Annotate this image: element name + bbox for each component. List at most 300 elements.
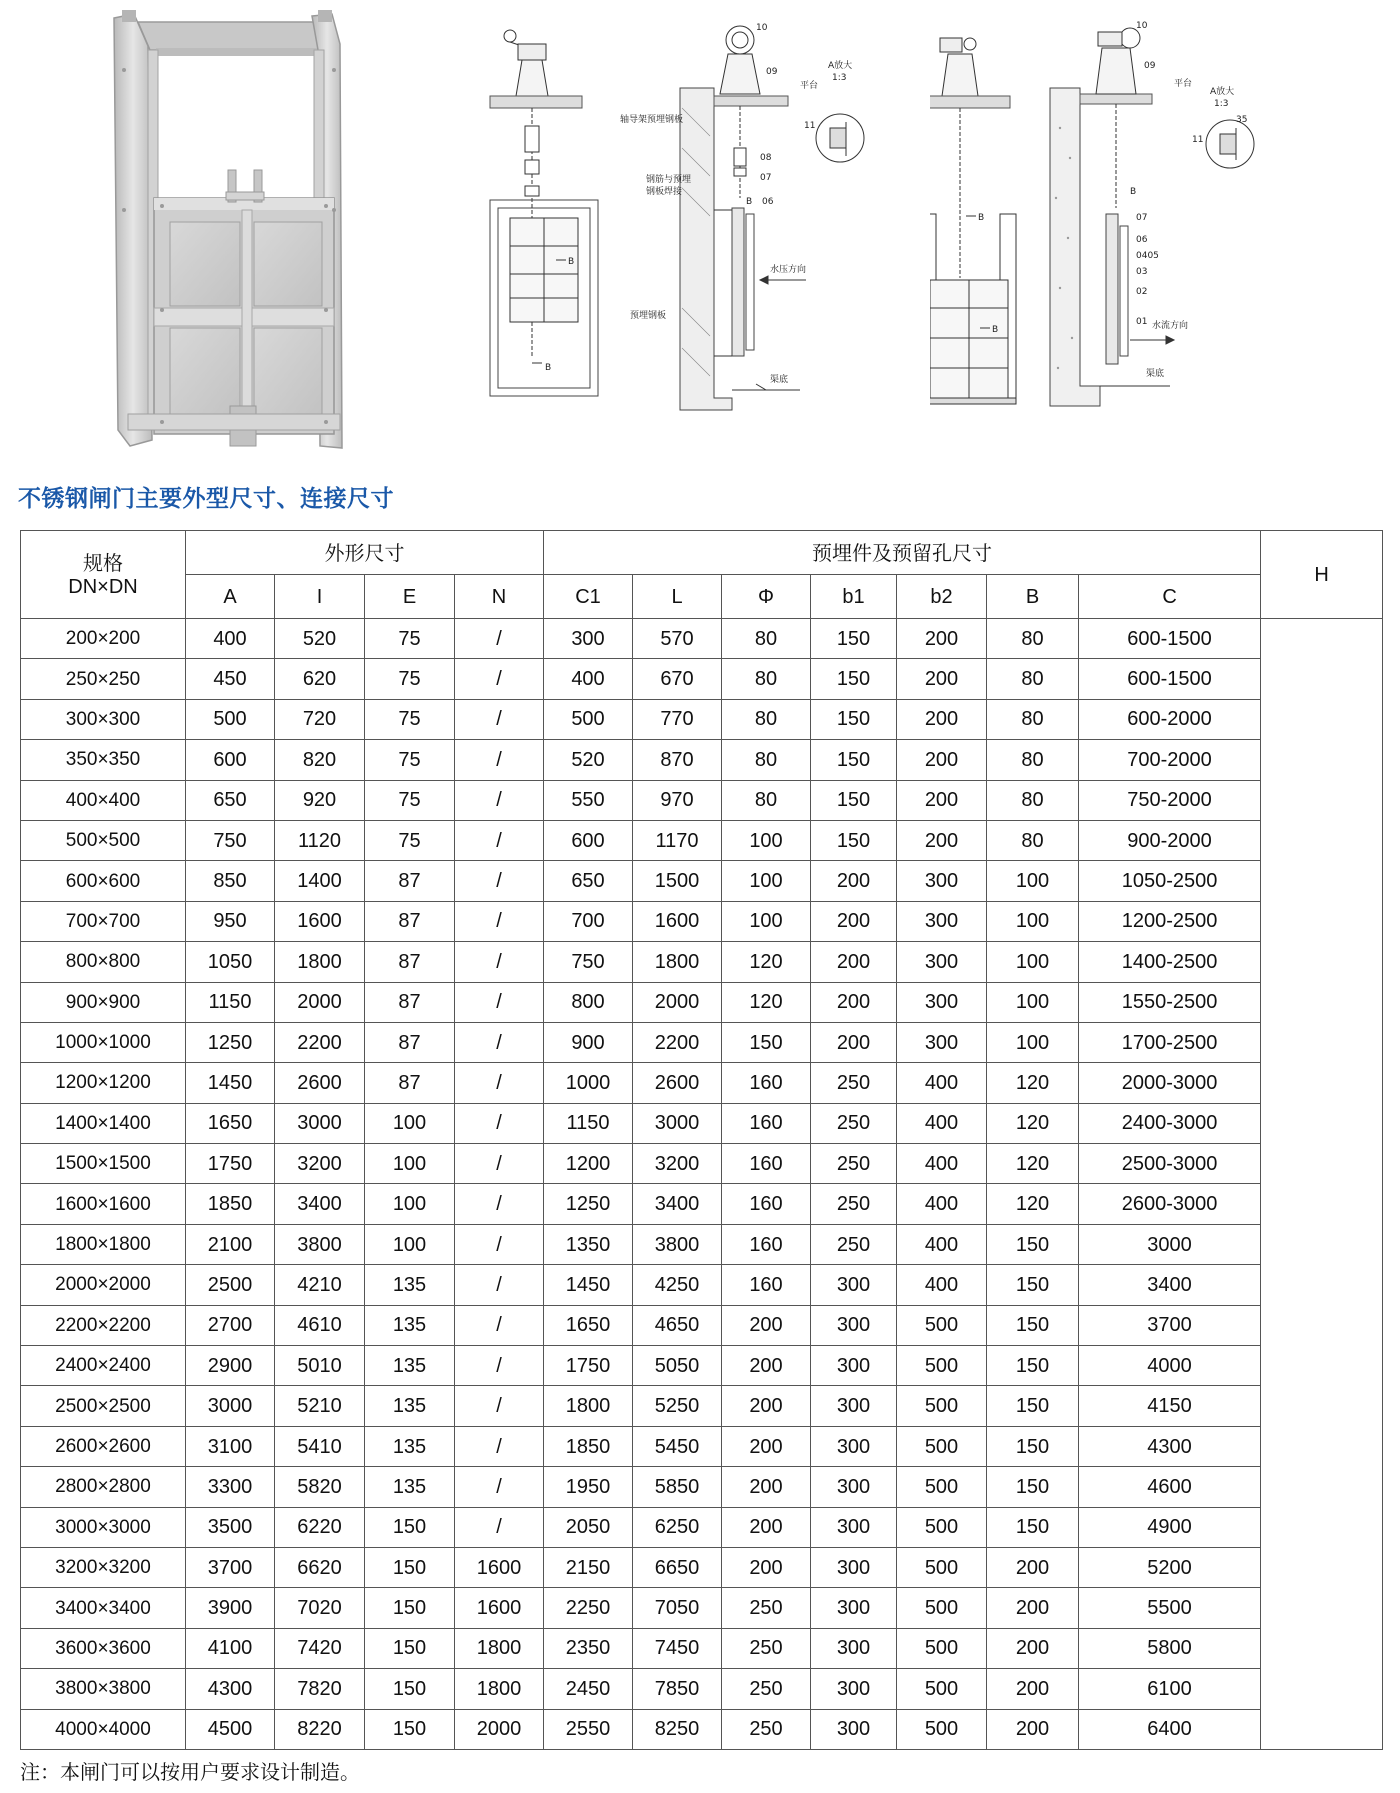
table-cell: 520 <box>544 740 633 780</box>
table-cell: 150 <box>365 1709 455 1749</box>
label-01: 01 <box>1136 317 1148 327</box>
table-cell: 1150 <box>544 1103 633 1143</box>
table-cell: 100 <box>365 1103 455 1143</box>
table-row <box>21 1547 1383 1587</box>
table-cell: 1000 <box>544 1063 633 1103</box>
table-cell: 3000 <box>275 1103 365 1143</box>
table-cell: 150 <box>811 699 897 739</box>
table-cell: 200 <box>811 1022 897 1062</box>
label-channel-bottom: 渠底 <box>1146 369 1165 379</box>
table-cell: 200 <box>722 1305 811 1345</box>
table-cell: 100 <box>365 1224 455 1264</box>
table-cell: 6100 <box>1079 1669 1261 1709</box>
table-cell: 1450 <box>544 1265 633 1305</box>
table-row <box>21 1426 1383 1466</box>
table-cell: 500 <box>544 699 633 739</box>
table-cell: 3900 <box>186 1588 275 1628</box>
table-cell: 1150 <box>186 982 275 1022</box>
table-cell: 750-2000 <box>1079 780 1261 820</box>
label-detail-a: A放大 <box>828 61 853 71</box>
table-cell: 250 <box>811 1103 897 1143</box>
table-cell: 970 <box>633 780 722 820</box>
table-cell: 500 <box>186 699 275 739</box>
table-cell: 2600 <box>633 1063 722 1103</box>
table-cell: 250 <box>811 1224 897 1264</box>
table-cell: 1250 <box>544 1184 633 1224</box>
table-cell: 7850 <box>633 1669 722 1709</box>
table-cell: 100 <box>365 1184 455 1224</box>
table-row <box>21 1346 1383 1386</box>
spec-table <box>20 530 1383 1750</box>
table-cell: 1800 <box>544 1386 633 1426</box>
table-cell: 1250 <box>186 1022 275 1062</box>
table-cell: 87 <box>365 982 455 1022</box>
table-cell: 6220 <box>275 1507 365 1547</box>
table-cell: 87 <box>365 1022 455 1062</box>
table-cell: 550 <box>544 780 633 820</box>
table-cell: 150 <box>811 619 897 659</box>
column-header: N <box>455 575 544 619</box>
table-cell: / <box>455 659 544 699</box>
table-cell: 1800 <box>633 942 722 982</box>
table-cell: 500 <box>897 1669 987 1709</box>
label-06: 06 <box>1136 235 1148 245</box>
table-row <box>21 1669 1383 1709</box>
label-06: 06 <box>762 197 774 207</box>
table-cell: 120 <box>987 1063 1079 1103</box>
table-cell: 200 <box>897 659 987 699</box>
table-cell: 750 <box>544 942 633 982</box>
table-cell: 5410 <box>275 1426 365 1466</box>
table-cell: 300 <box>811 1265 897 1305</box>
spec-size-cell: 1200×1200 <box>21 1063 186 1103</box>
table-cell: / <box>455 619 544 659</box>
table-cell: 150 <box>987 1467 1079 1507</box>
column-header: I <box>275 575 365 619</box>
table-row <box>21 619 1383 659</box>
table-cell: 1850 <box>186 1184 275 1224</box>
table-cell: 600-2000 <box>1079 699 1261 739</box>
table-cell: 2900 <box>186 1346 275 1386</box>
table-cell: 150 <box>365 1628 455 1668</box>
table-cell: 5850 <box>633 1467 722 1507</box>
table-cell: / <box>455 1426 544 1466</box>
table-cell: 200 <box>987 1547 1079 1587</box>
table-cell: 500 <box>897 1507 987 1547</box>
table-cell: 250 <box>722 1709 811 1749</box>
spec-size-cell: 4000×4000 <box>21 1709 186 1749</box>
footnote: 注：本闸门可以按用户要求设计制造。 <box>20 1760 360 1784</box>
table-cell: 4000 <box>1079 1346 1261 1386</box>
table-row <box>21 699 1383 739</box>
spec-size-cell: 2000×2000 <box>21 1265 186 1305</box>
table-cell: 870 <box>633 740 722 780</box>
table-cell: 3800 <box>633 1224 722 1264</box>
table-row <box>21 942 1383 982</box>
table-cell: 5250 <box>633 1386 722 1426</box>
label-scale: 1:3 <box>1214 99 1229 109</box>
table-cell: 1400-2500 <box>1079 942 1261 982</box>
table-cell: 135 <box>365 1305 455 1345</box>
table-cell: 6650 <box>633 1547 722 1587</box>
table-cell: 1450 <box>186 1063 275 1103</box>
table-cell: 1550-2500 <box>1079 982 1261 1022</box>
table-cell: 5210 <box>275 1386 365 1426</box>
spec-size-cell: 1600×1600 <box>21 1184 186 1224</box>
table-cell: 7050 <box>633 1588 722 1628</box>
label-b-front: B <box>978 213 985 223</box>
table-cell: 150 <box>365 1507 455 1547</box>
table-cell: 80 <box>987 740 1079 780</box>
column-header: A <box>186 575 275 619</box>
table-row <box>21 1386 1383 1426</box>
table-cell: 5820 <box>275 1467 365 1507</box>
table-row <box>21 1507 1383 1547</box>
table-cell: / <box>455 1507 544 1547</box>
spec-size-cell: 1800×1800 <box>21 1224 186 1264</box>
header-group-embed: 预埋件及预留孔尺寸 <box>544 531 1261 575</box>
table-cell: 3100 <box>186 1426 275 1466</box>
table-cell: / <box>455 740 544 780</box>
table-cell: 200 <box>811 861 897 901</box>
label-10: 10 <box>1136 21 1148 31</box>
table-cell: 600 <box>544 820 633 860</box>
table-row <box>21 1184 1383 1224</box>
table-cell: 7020 <box>275 1588 365 1628</box>
table-cell: 3200 <box>633 1144 722 1184</box>
table-cell: 135 <box>365 1426 455 1466</box>
label-07: 07 <box>760 173 772 183</box>
table-cell: 500 <box>897 1628 987 1668</box>
table-cell: 200 <box>722 1426 811 1466</box>
table-cell: 250 <box>722 1669 811 1709</box>
table-cell: 800 <box>544 982 633 1022</box>
table-cell: 80 <box>987 659 1079 699</box>
table-cell: 200 <box>987 1628 1079 1668</box>
table-cell: 200 <box>987 1588 1079 1628</box>
table-cell: 1200 <box>544 1144 633 1184</box>
table-cell: 400 <box>897 1103 987 1143</box>
table-cell: 400 <box>897 1224 987 1264</box>
table-cell: 200 <box>811 942 897 982</box>
spec-table-body <box>21 619 1383 1750</box>
table-cell: 3400 <box>633 1184 722 1224</box>
table-cell: 670 <box>633 659 722 699</box>
table-cell: 80 <box>722 659 811 699</box>
table-cell: 200 <box>722 1467 811 1507</box>
table-cell: 2100 <box>186 1224 275 1264</box>
table-cell: 200 <box>987 1669 1079 1709</box>
spec-size-cell: 2400×2400 <box>21 1346 186 1386</box>
table-cell: 1600 <box>275 901 365 941</box>
table-cell: 150 <box>987 1346 1079 1386</box>
table-cell: 8220 <box>275 1709 365 1749</box>
label-b-bottom: B <box>545 363 552 373</box>
table-cell: 120 <box>722 942 811 982</box>
table-cell: 500 <box>897 1305 987 1345</box>
table-cell: 4100 <box>186 1628 275 1668</box>
label-03: 03 <box>1136 267 1148 277</box>
table-cell: 160 <box>722 1265 811 1305</box>
table-cell: 300 <box>811 1628 897 1668</box>
table-cell: 120 <box>987 1184 1079 1224</box>
table-cell: 700 <box>544 901 633 941</box>
table-cell: 1600 <box>633 901 722 941</box>
table-cell: 200 <box>897 699 987 739</box>
table-row <box>21 1022 1383 1062</box>
table-cell: 770 <box>633 699 722 739</box>
table-cell: 80 <box>722 699 811 739</box>
table-cell: 500 <box>897 1386 987 1426</box>
table-cell: 2200 <box>633 1022 722 1062</box>
table-cell: 3000 <box>633 1103 722 1143</box>
table-row <box>21 1628 1383 1668</box>
table-cell: 650 <box>544 861 633 901</box>
spec-size-cell: 1500×1500 <box>21 1144 186 1184</box>
table-cell: / <box>455 901 544 941</box>
column-header: b1 <box>811 575 897 619</box>
table-cell: 80 <box>722 619 811 659</box>
table-cell: 1600 <box>455 1547 544 1587</box>
spec-size-cell: 1000×1000 <box>21 1022 186 1062</box>
table-cell: 160 <box>722 1184 811 1224</box>
table-cell: 200 <box>811 982 897 1022</box>
table-cell: 4300 <box>1079 1426 1261 1466</box>
table-cell: 1170 <box>633 820 722 860</box>
table-cell: 87 <box>365 861 455 901</box>
table-cell: / <box>455 1103 544 1143</box>
label-flow: 水流方向 <box>1152 321 1189 331</box>
header-h: H <box>1261 531 1383 619</box>
table-cell: 1400 <box>275 861 365 901</box>
table-cell: 250 <box>811 1184 897 1224</box>
table-cell: 400 <box>186 619 275 659</box>
table-cell: 300 <box>897 901 987 941</box>
table-row <box>21 1265 1383 1305</box>
label-07: 07 <box>1136 213 1148 223</box>
label-weld-2: 钢板焊接 <box>646 187 683 197</box>
table-cell: 5200 <box>1079 1547 1261 1587</box>
table-cell: 150 <box>987 1305 1079 1345</box>
table-cell: 2400-3000 <box>1079 1103 1261 1143</box>
column-header-row <box>21 575 1383 619</box>
label-pressure: 水压方向 <box>770 265 807 275</box>
gate-photo <box>108 10 428 450</box>
table-row <box>21 901 1383 941</box>
table-cell: / <box>455 1224 544 1264</box>
table-row <box>21 1588 1383 1628</box>
spec-size-cell: 3400×3400 <box>21 1588 186 1628</box>
table-cell: / <box>455 1144 544 1184</box>
table-cell: 500 <box>897 1588 987 1628</box>
table-cell: 2000 <box>455 1709 544 1749</box>
h-value-cell <box>1261 619 1383 1750</box>
table-cell: 300 <box>811 1467 897 1507</box>
table-cell: 500 <box>897 1467 987 1507</box>
table-cell: 80 <box>722 780 811 820</box>
table-cell: 600-1500 <box>1079 619 1261 659</box>
table-cell: 160 <box>722 1224 811 1264</box>
table-cell: 1800 <box>455 1669 544 1709</box>
table-cell: 100 <box>987 982 1079 1022</box>
table-cell: 750 <box>186 820 275 860</box>
table-cell: / <box>455 1063 544 1103</box>
table-cell: 3400 <box>1079 1265 1261 1305</box>
table-cell: 100 <box>722 901 811 941</box>
table-row <box>21 1224 1383 1264</box>
table-cell: 4600 <box>1079 1467 1261 1507</box>
column-header: B <box>987 575 1079 619</box>
table-cell: 3300 <box>186 1467 275 1507</box>
spec-size-cell: 200×200 <box>21 619 186 659</box>
table-cell: 80 <box>722 740 811 780</box>
table-cell: 1050-2500 <box>1079 861 1261 901</box>
table-cell: 1600 <box>455 1588 544 1628</box>
table-cell: 8250 <box>633 1709 722 1749</box>
table-cell: 1800 <box>455 1628 544 1668</box>
column-header: L <box>633 575 722 619</box>
table-cell: 5450 <box>633 1426 722 1466</box>
table-cell: 2200 <box>275 1022 365 1062</box>
section-title: 不锈钢闸门主要外型尺寸、连接尺寸 <box>18 486 394 512</box>
table-cell: 300 <box>811 1346 897 1386</box>
table-cell: 2150 <box>544 1547 633 1587</box>
table-cell: 2000 <box>275 982 365 1022</box>
table-cell: 300 <box>811 1426 897 1466</box>
table-cell: / <box>455 1265 544 1305</box>
table-cell: 300 <box>544 619 633 659</box>
spec-size-cell: 250×250 <box>21 659 186 699</box>
table-cell: 2000-3000 <box>1079 1063 1261 1103</box>
label-scale: 1:3 <box>832 73 847 83</box>
table-cell: 200 <box>897 740 987 780</box>
table-cell: 7420 <box>275 1628 365 1668</box>
table-cell: 900 <box>544 1022 633 1062</box>
table-cell: 6620 <box>275 1547 365 1587</box>
table-cell: 120 <box>987 1103 1079 1143</box>
table-row <box>21 659 1383 699</box>
table-cell: 920 <box>275 780 365 820</box>
table-cell: 4210 <box>275 1265 365 1305</box>
table-cell: 1050 <box>186 942 275 982</box>
table-cell: 250 <box>811 1144 897 1184</box>
table-cell: 87 <box>365 1063 455 1103</box>
table-cell: 135 <box>365 1467 455 1507</box>
table-cell: 150 <box>811 740 897 780</box>
table-cell: 75 <box>365 699 455 739</box>
table-cell: 400 <box>544 659 633 699</box>
label-weld-1: 钢筋与预埋 <box>646 175 692 185</box>
table-cell: 2600 <box>275 1063 365 1103</box>
table-cell: 100 <box>987 1022 1079 1062</box>
table-cell: 200 <box>722 1507 811 1547</box>
table-cell: 2600-3000 <box>1079 1184 1261 1224</box>
table-cell: 900-2000 <box>1079 820 1261 860</box>
gate-drawing-front-side-2 <box>930 18 1290 450</box>
table-cell: 400 <box>897 1184 987 1224</box>
table-cell: 4150 <box>1079 1386 1261 1426</box>
label-11: 11 <box>804 121 816 131</box>
table-row <box>21 1063 1383 1103</box>
column-header: Φ <box>722 575 811 619</box>
table-cell: 600-1500 <box>1079 659 1261 699</box>
table-cell: 150 <box>811 820 897 860</box>
table-cell: 1200-2500 <box>1079 901 1261 941</box>
table-cell: 200 <box>987 1709 1079 1749</box>
table-cell: 2450 <box>544 1669 633 1709</box>
spec-size-cell: 300×300 <box>21 699 186 739</box>
table-cell: 1750 <box>544 1346 633 1386</box>
table-cell: 620 <box>275 659 365 699</box>
table-cell: 75 <box>365 780 455 820</box>
table-cell: 6250 <box>633 1507 722 1547</box>
table-cell: 150 <box>987 1426 1079 1466</box>
table-cell: 300 <box>897 982 987 1022</box>
table-cell: 3700 <box>186 1547 275 1587</box>
table-cell: 2500 <box>186 1265 275 1305</box>
column-header: E <box>365 575 455 619</box>
table-cell: 720 <box>275 699 365 739</box>
table-cell: 150 <box>365 1669 455 1709</box>
table-cell: 400 <box>897 1265 987 1305</box>
label-shaft-plate: 轴导架预埋钢板 <box>620 115 684 125</box>
spec-size-cell: 800×800 <box>21 942 186 982</box>
label-10: 10 <box>756 23 768 33</box>
table-cell: 300 <box>811 1386 897 1426</box>
table-cell: 570 <box>633 619 722 659</box>
table-cell: 2050 <box>544 1507 633 1547</box>
spec-size-cell: 2200×2200 <box>21 1305 186 1345</box>
table-cell: 250 <box>811 1063 897 1103</box>
label-channel-bottom: 渠底 <box>770 375 789 385</box>
table-cell: 160 <box>722 1063 811 1103</box>
table-row <box>21 1709 1383 1749</box>
header-spec <box>21 531 186 619</box>
table-cell: 150 <box>987 1386 1079 1426</box>
label-0405: 0405 <box>1136 251 1159 261</box>
table-cell: 3000 <box>1079 1224 1261 1264</box>
spec-size-cell: 500×500 <box>21 820 186 860</box>
table-cell: 300 <box>811 1305 897 1345</box>
spec-size-cell: 3200×3200 <box>21 1547 186 1587</box>
table-cell: 200 <box>897 780 987 820</box>
table-cell: 3500 <box>186 1507 275 1547</box>
spec-size-cell: 600×600 <box>21 861 186 901</box>
table-cell: 1850 <box>544 1426 633 1466</box>
table-cell: 150 <box>365 1547 455 1587</box>
table-cell: 5800 <box>1079 1628 1261 1668</box>
header-group-outer: 外形尺寸 <box>186 531 544 575</box>
table-cell: 80 <box>987 699 1079 739</box>
table-cell: 100 <box>987 861 1079 901</box>
table-cell: 2550 <box>544 1709 633 1749</box>
table-cell: 3800 <box>275 1224 365 1264</box>
table-cell: / <box>455 820 544 860</box>
table-cell: 300 <box>897 861 987 901</box>
table-cell: 4650 <box>633 1305 722 1345</box>
spec-size-cell: 3600×3600 <box>21 1628 186 1668</box>
table-cell: 1120 <box>275 820 365 860</box>
table-cell: 5050 <box>633 1346 722 1386</box>
label-embed-plate: 预埋钢板 <box>630 311 667 321</box>
table-row <box>21 820 1383 860</box>
table-cell: 100 <box>365 1144 455 1184</box>
table-cell: 4250 <box>633 1265 722 1305</box>
table-cell: 150 <box>987 1224 1079 1264</box>
table-cell: 1700-2500 <box>1079 1022 1261 1062</box>
header-spec-line1: 规格 <box>83 550 123 575</box>
table-cell: 300 <box>897 1022 987 1062</box>
